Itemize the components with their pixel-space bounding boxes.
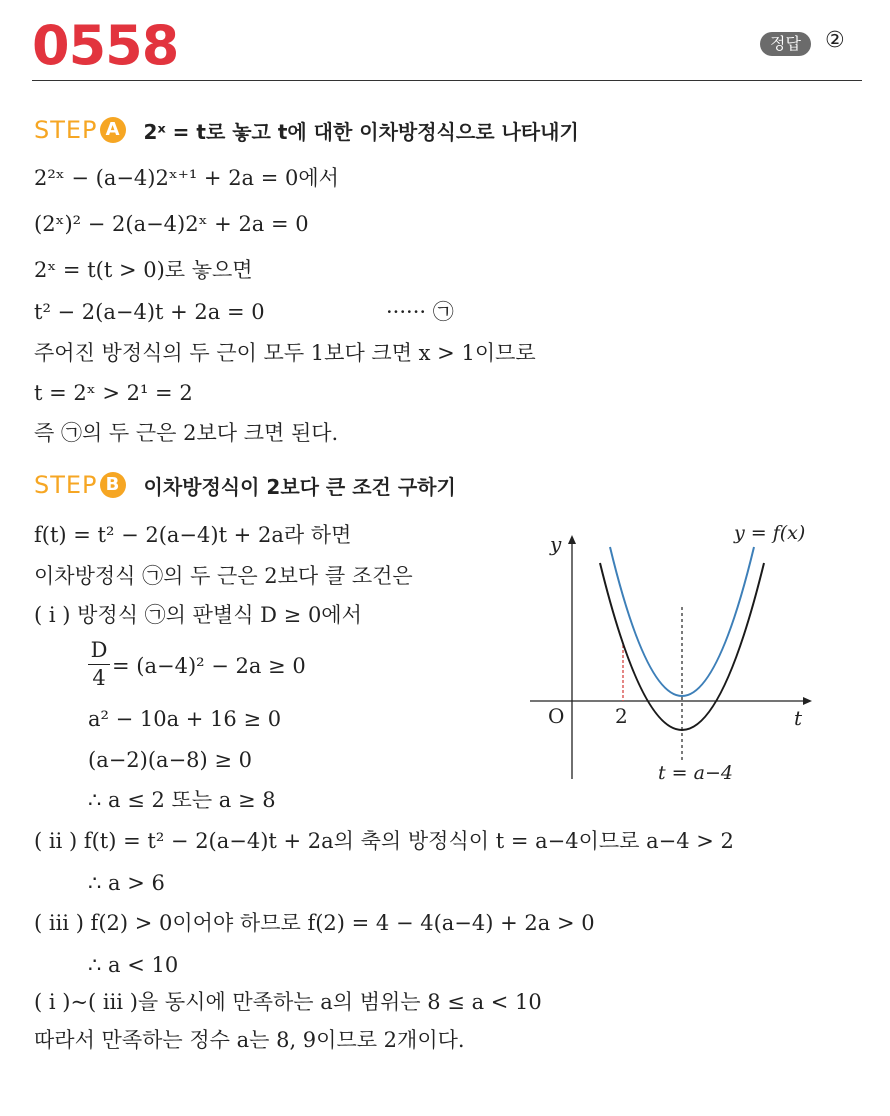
t-axis-label: t xyxy=(794,706,803,730)
step-a-heading xyxy=(34,113,579,147)
solution-line-4: t² − 2(a−4)t + 2a = 0 xyxy=(34,300,265,324)
step-a-word: STEP xyxy=(34,116,98,144)
step-b-heading xyxy=(34,468,456,502)
y-axis-label: y xyxy=(550,532,562,556)
header-divider xyxy=(32,80,862,81)
solution-line-7: 즉 ㉠의 두 근은 2보다 크면 된다. xyxy=(34,421,339,445)
solution-line-b9: ∴ a > 6 xyxy=(88,871,165,895)
answer-badge: 정답 xyxy=(760,32,811,56)
header xyxy=(32,14,862,84)
solution-line-b10: ( ⅲ ) f(2) > 0이어야 하므로 f(2) = 4 − 4(a−4) + 2a > 0 xyxy=(34,911,595,935)
equation-tag: ······ ㉠ xyxy=(386,300,454,324)
solution-line-b1: f(t) = t² − 2(a−4)t + 2a라 하면 xyxy=(34,523,352,547)
solution-line-5: 주어진 방정식의 두 근이 모두 1보다 크면 x > 1이므로 xyxy=(34,341,536,365)
solution-line-b8: ( ⅱ ) f(t) = t² − 2(a−4)t + 2a의 축의 방정식이 t = a−4이므로 a−4 > 2 xyxy=(34,829,734,853)
step-b-word: STEP xyxy=(34,471,98,499)
solution-line-3: 2ˣ = t(t > 0)로 놓으면 xyxy=(34,258,253,282)
fraction-denominator: 4 xyxy=(92,666,106,690)
solution-line-b2: 이차방정식 ㉠의 두 근은 2보다 클 조건은 xyxy=(34,564,413,588)
step-a-title: 2ˣ = t로 놓고 t에 대한 이차방정식으로 나타내기 xyxy=(143,119,579,144)
graph-svg xyxy=(522,525,842,785)
step-b-title: 이차방정식이 2보다 큰 조건 구하기 xyxy=(143,474,456,499)
problem-number: 0558 xyxy=(32,14,179,77)
solution-line-b3: ( ⅰ ) 방정식 ㉠의 판별식 D ≥ 0에서 xyxy=(34,603,362,627)
parabola-graph xyxy=(522,525,842,785)
solution-line-b6: (a−2)(a−8) ≥ 0 xyxy=(88,748,253,772)
solution-line-b5: a² − 10a + 16 ≥ 0 xyxy=(88,707,282,731)
solution-line-b4: = (a−4)² − 2a ≥ 0 xyxy=(112,654,306,678)
tick-2-label: 2 xyxy=(615,704,628,728)
step-a-letter: A xyxy=(100,117,126,143)
fraction-d-over-4 xyxy=(88,636,110,691)
solution-line-b11: ∴ a < 10 xyxy=(88,953,179,977)
answer-value: ② xyxy=(825,28,845,53)
solution-line-1: 2²ˣ − (a−4)2ˣ⁺¹ + 2a = 0에서 xyxy=(34,166,339,190)
origin-label: O xyxy=(548,704,565,728)
vertex-axis-label: t = a−4 xyxy=(658,762,733,784)
solution-line-6: t = 2ˣ > 2¹ = 2 xyxy=(34,381,193,405)
fraction-numerator: D xyxy=(88,636,110,665)
solution-line-b12: ( ⅰ )~( ⅲ )을 동시에 만족하는 a의 범위는 8 ≤ a < 10 xyxy=(34,990,542,1014)
curve-label: y = f(x) xyxy=(734,525,806,544)
y-axis-arrow xyxy=(568,535,576,544)
step-b-letter: B xyxy=(100,472,126,498)
solution-line-b7: ∴ a ≤ 2 또는 a ≥ 8 xyxy=(88,788,276,812)
solution-line-b13: 따라서 만족하는 정수 a는 8, 9이므로 2개이다. xyxy=(34,1028,465,1052)
solution-line-2: (2ˣ)² − 2(a−4)2ˣ + 2a = 0 xyxy=(34,212,309,236)
t-axis-arrow xyxy=(803,697,812,705)
